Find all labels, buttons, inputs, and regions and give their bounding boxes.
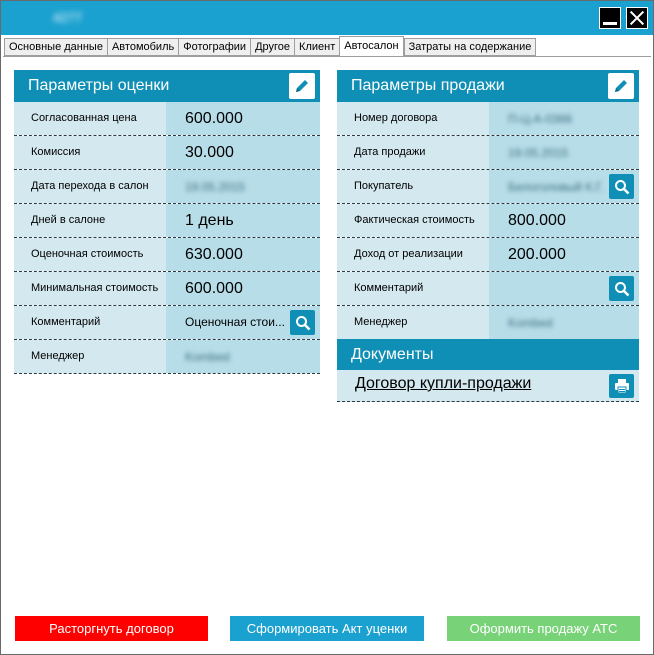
- search-icon: [295, 315, 311, 331]
- value-minimum-cost[interactable]: 600.000: [166, 272, 320, 305]
- row-sale-manager: [337, 306, 639, 339]
- label-comment: Комментарий: [14, 306, 166, 339]
- title-bar: [1, 1, 653, 35]
- row-buyer: [337, 170, 639, 204]
- label-commission: Комиссия: [14, 136, 166, 169]
- row-manager: [14, 340, 320, 374]
- print-document-button[interactable]: [609, 374, 634, 398]
- value-manager: [166, 340, 320, 373]
- value-sale-comment[interactable]: [489, 272, 639, 305]
- value-sale-manager: [489, 306, 639, 339]
- transfer-date-text: 19.05.2015: [185, 180, 246, 194]
- value-comment[interactable]: [166, 306, 320, 339]
- value-transfer-date[interactable]: [166, 170, 320, 203]
- document-row: [337, 370, 639, 402]
- minimize-icon[interactable]: [599, 7, 621, 29]
- register-sale-button[interactable]: Оформить продажу АТС: [447, 616, 640, 641]
- pencil-icon: [294, 78, 310, 94]
- tab-bar: [4, 38, 536, 56]
- edit-sale-button[interactable]: [608, 73, 634, 99]
- value-days-in-salon: 1 день: [166, 204, 320, 237]
- row-estimated-cost: [14, 238, 320, 272]
- tab-other[interactable]: Другое: [250, 38, 294, 56]
- label-manager: Менеджер: [14, 340, 166, 373]
- buyer-text: Белоголовый К.Г.: [508, 180, 605, 194]
- row-sale-income: [337, 238, 639, 272]
- label-sale-manager: Менеджер: [337, 306, 489, 339]
- value-sale-income: 200.000: [489, 238, 639, 271]
- value-actual-cost[interactable]: 800.000: [489, 204, 639, 237]
- manager-text: Kombed: [185, 350, 230, 364]
- tab-main-data[interactable]: Основные данные: [4, 38, 107, 56]
- tab-maintenance-costs[interactable]: Затраты на содержание: [404, 38, 537, 56]
- row-minimum-cost: [14, 272, 320, 306]
- pencil-icon: [613, 78, 629, 94]
- label-transfer-date: Дата перехода в салон: [14, 170, 166, 203]
- tab-divider: [3, 56, 651, 57]
- tab-client[interactable]: Клиент: [294, 38, 339, 56]
- buyer-search-button[interactable]: [609, 174, 634, 199]
- label-days-in-salon: Дней в салоне: [14, 204, 166, 237]
- sale-date-text: 19.05.2015: [508, 146, 569, 160]
- row-days-in-salon: [14, 204, 320, 238]
- search-icon: [614, 281, 630, 297]
- label-sale-comment: Комментарий: [337, 272, 489, 305]
- label-actual-cost: Фактическая стоимость: [337, 204, 489, 237]
- label-minimum-cost: Минимальная стоимость: [14, 272, 166, 305]
- value-buyer[interactable]: [489, 170, 639, 203]
- comment-text: Оценочная стои...: [185, 315, 285, 329]
- sale-title: Параметры продажи: [351, 77, 505, 94]
- sale-header: [337, 70, 639, 102]
- create-markdown-act-button[interactable]: Сформировать Акт уценки: [230, 616, 424, 641]
- label-sale-income: Доход от реализации: [337, 238, 489, 271]
- cancel-contract-button[interactable]: Расторгнуть договор: [15, 616, 208, 641]
- label-agreed-price: Согласованная цена: [14, 102, 166, 135]
- window-title: 4277: [53, 10, 82, 25]
- value-commission[interactable]: 30.000: [166, 136, 320, 169]
- row-contract-number: [337, 102, 639, 136]
- contract-number-text: П-Ц-А-0366: [508, 112, 573, 126]
- row-comment: [14, 306, 320, 340]
- row-sale-date: [337, 136, 639, 170]
- row-transfer-date: [14, 170, 320, 204]
- documents-header: Документы: [337, 339, 639, 370]
- label-buyer: Покупатель: [337, 170, 489, 203]
- value-estimated-cost[interactable]: 630.000: [166, 238, 320, 271]
- tab-photos[interactable]: Фотографии: [178, 38, 250, 56]
- contract-document-link[interactable]: Договор купли-продажи: [355, 375, 532, 392]
- sale-manager-text: Kombed: [508, 316, 553, 330]
- label-sale-date: Дата продажи: [337, 136, 489, 169]
- row-actual-cost: [337, 204, 639, 238]
- label-estimated-cost: Оценочная стоимость: [14, 238, 166, 271]
- value-sale-date: [489, 136, 639, 169]
- tab-car[interactable]: Автомобиль: [107, 38, 178, 56]
- comment-search-button[interactable]: [290, 310, 315, 335]
- value-contract-number: [489, 102, 639, 135]
- close-icon[interactable]: [626, 7, 648, 29]
- evaluation-title: Параметры оценки: [28, 77, 170, 94]
- evaluation-header: [14, 70, 320, 102]
- printer-icon: [614, 378, 630, 394]
- evaluation-panel: [14, 70, 320, 374]
- row-sale-comment: [337, 272, 639, 306]
- value-agreed-price[interactable]: 600.000: [166, 102, 320, 135]
- sale-comment-search-button[interactable]: [609, 276, 634, 301]
- row-agreed-price: [14, 102, 320, 136]
- search-icon: [614, 179, 630, 195]
- edit-evaluation-button[interactable]: [289, 73, 315, 99]
- label-contract-number: Номер договора: [337, 102, 489, 135]
- sale-panel: [337, 70, 639, 402]
- row-commission: [14, 136, 320, 170]
- tab-autosalon[interactable]: Автосалон: [339, 36, 403, 56]
